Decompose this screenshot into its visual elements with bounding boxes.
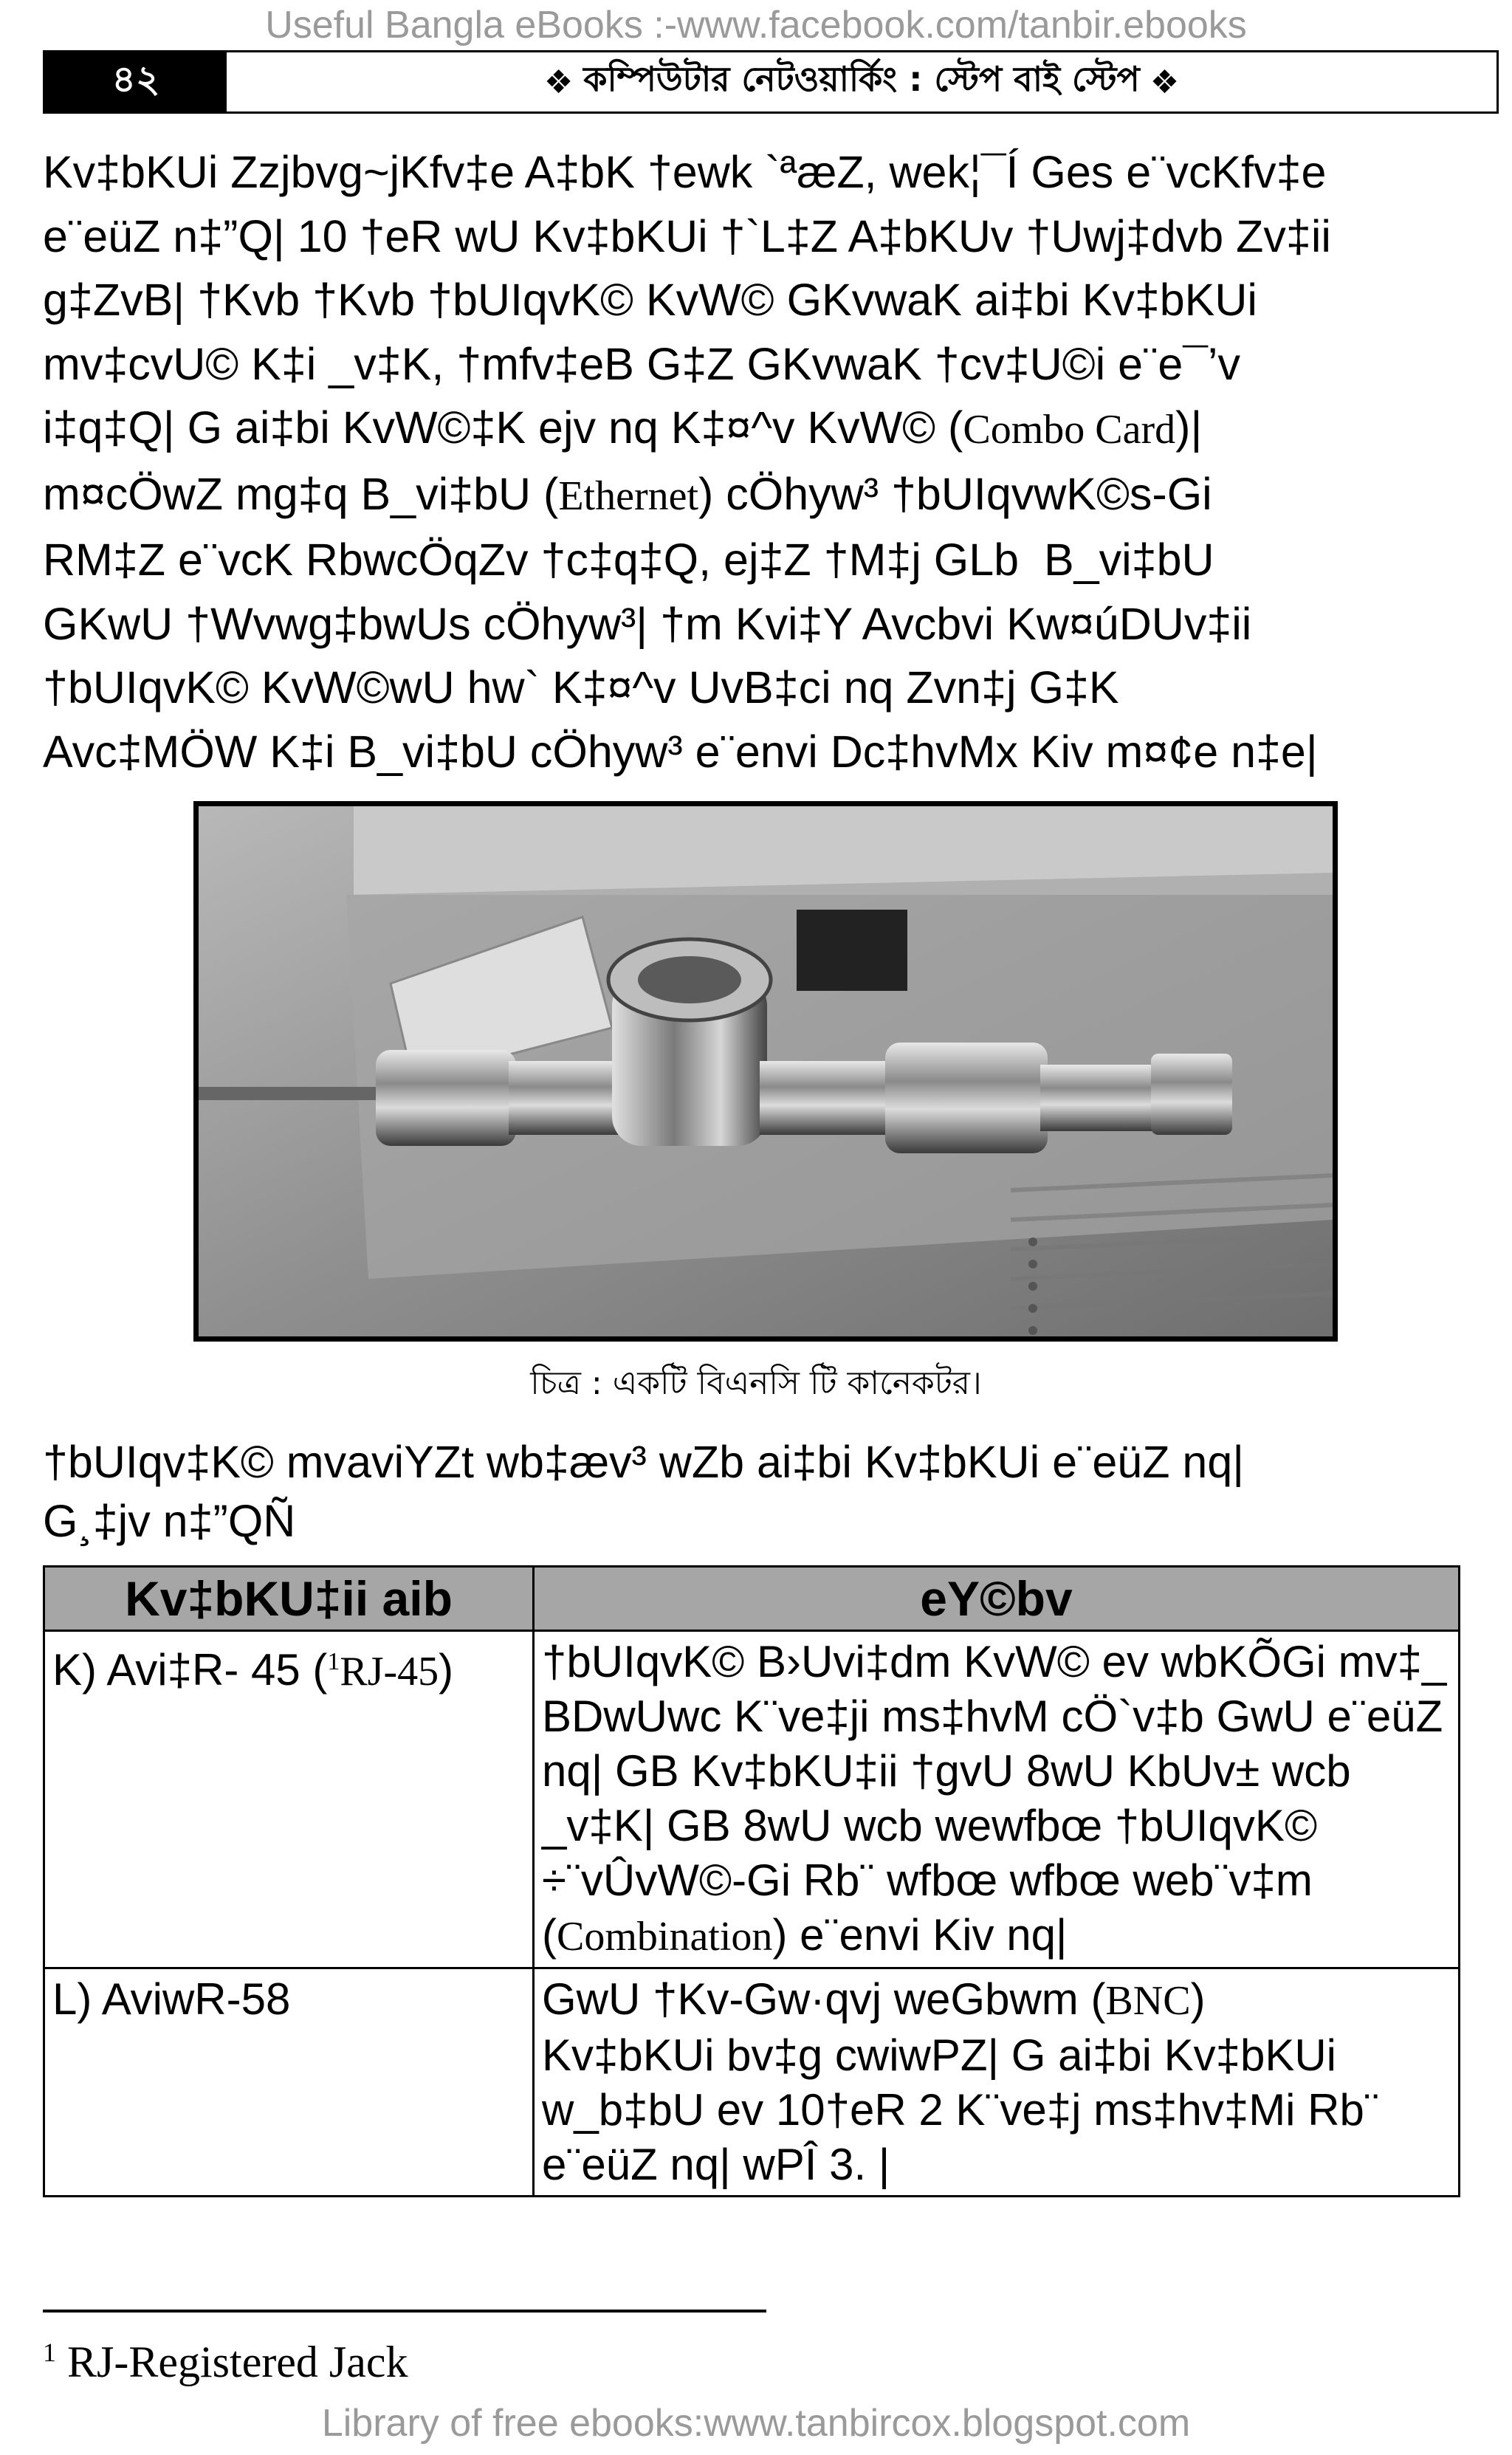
footnote: [43, 2337, 408, 2388]
chapter-title: [227, 52, 1496, 111]
description-text-2: ) Kv‡bKUi bv‡g cwiwPZ| G ai‡bi Kv‡bKUi w_b‡bU ev 10†eR 2 K¨ve‡j ms‡hv‡Mi Rb¨ e¨eüZ nq| wPÎ 3. |: [542, 1974, 1379, 2189]
connector-description-cell: [534, 1968, 1460, 2197]
term-combo-card: Combo Card: [963, 407, 1176, 453]
connector-description-cell: [534, 1631, 1460, 1968]
footnote-number: 1: [43, 2338, 56, 2367]
body-text-1: Kv‡bKUi Zzjbvg~jKfv‡e A‡bK †ewk `ªæZ, wek¦¯Í Ges e¨vcKfv‡e e¨eüZ n‡”Q| 10 †eR wU Kv‡bKUi †`L‡Z A‡bKUv †Uwj‡dvb Zv‡ii g‡ZvB| †Kvb †Kvb †bUIqvK© KvW© GKvwaK ai‡bi Kv‡bKUi mv‡cvU© K‡i _v‡K, †mfv‡eB G‡Z GKvwaK †cv‡U©i e¨e¯’v i‡q‡Q| G ai‡bi KvW©‡K ejv nq K‡¤^v KvW© (: [43, 147, 1331, 453]
page-header: [43, 50, 1499, 114]
table-row: [44, 1968, 1460, 2197]
term-ethernet: Ethernet: [558, 473, 699, 519]
description-term: Combination: [556, 1914, 773, 1960]
description-text-2: ) e¨envi Kiv nq|: [772, 1910, 1068, 1960]
bnc-connector-image: [199, 806, 1333, 1336]
connector-name-cell: [44, 1631, 534, 1968]
page-number: ৪২: [45, 52, 227, 111]
footnote-divider: [43, 2310, 766, 2312]
bnc-t-connector-photo: [193, 801, 1338, 1342]
chapter-title-text: কম্পিউটার নেটওয়ার্কিং : স্টেপ বাই স্টেপ: [583, 59, 1140, 99]
diamond-ornament-icon: ❖: [1150, 63, 1180, 101]
connector-types-table: [43, 1565, 1460, 2197]
connector-name-text: K) Avi‡R- 45 (: [52, 1645, 328, 1695]
diamond-ornament-icon: ❖: [543, 63, 574, 101]
watermark-bottom: Library of free ebooks:www.tanbircox.blogspot.com: [321, 2402, 1191, 2445]
footnote-text: RJ-Registered Jack: [56, 2338, 408, 2386]
figure-caption: চিত্র : একটি বিএনসি টি কানেকটর।: [530, 1364, 982, 1402]
description-term: BNC: [1105, 1978, 1191, 2024]
body-paragraph: [43, 140, 1505, 783]
connector-name-cell: L) AviwR-58: [44, 1968, 534, 2197]
connector-name-suffix: ): [439, 1645, 454, 1695]
column-header-connector-type: Kv‡bKU‡ii aib: [44, 1567, 534, 1631]
description-text-1: GwU †Kv-Gw·qvj weGbwm (: [542, 1974, 1106, 2024]
footnote-marker: 1: [327, 1648, 340, 1675]
table-header-row: [44, 1567, 1460, 1631]
column-header-description: eY©bv: [534, 1567, 1460, 1631]
connector-code: RJ-45: [340, 1649, 439, 1695]
table-intro-paragraph: †bUIqv‡K© mvaviYZt wb‡æv³ wZb ai‡bi Kv‡bKUi e¨eüZ nq| G¸‡jv n‡”QÑ: [43, 1437, 1245, 1546]
description-text-1: †bUIqvK© B›Uvi‡dm KvW© ev wbKÕGi mv‡_ BDwUwc K¨ve‡ji ms‡hvM cÖ`v‡b GwU e¨eüZ nq| GB Kv‡bKU‡ii †gvU 8wU KbUv± wcb _v‡K| GB 8wU wcb wewfbœ †bUIqvK© ÷¨vÛvW©-Gi Rb¨ wfbœ wfbœ web¨v‡m (: [542, 1637, 1447, 1960]
body-text-3: ) cÖhyw³ †bUIqvwK©s-Gi RM‡Z e¨vcK RbwcÖqZv †c‡q‡Q, ej‡Z †M‡j GLb B_vi‡bU GKwU †Wvwg‡bwUs cÖhyw³| †m Kvi‡Y Avcbvi Kw¤úDUv‡ii †bUIqvK© KvW©wU hw` K‡¤^v UvB‡ci nq Zvn‡j G‡K Avc‡MÖW K‡i B_vi‡bU cÖhyw³ e¨envi Dc‡hvMx Kiv m¤¢e n‡e|: [43, 468, 1318, 777]
body-text-2: )| m¤cÖwZ mg‡q B_vi‡bU (: [43, 402, 1203, 519]
watermark-top: Useful Bangla eBooks :-www.facebook.com/tanbir.ebooks: [265, 4, 1247, 47]
table-row: [44, 1631, 1460, 1968]
